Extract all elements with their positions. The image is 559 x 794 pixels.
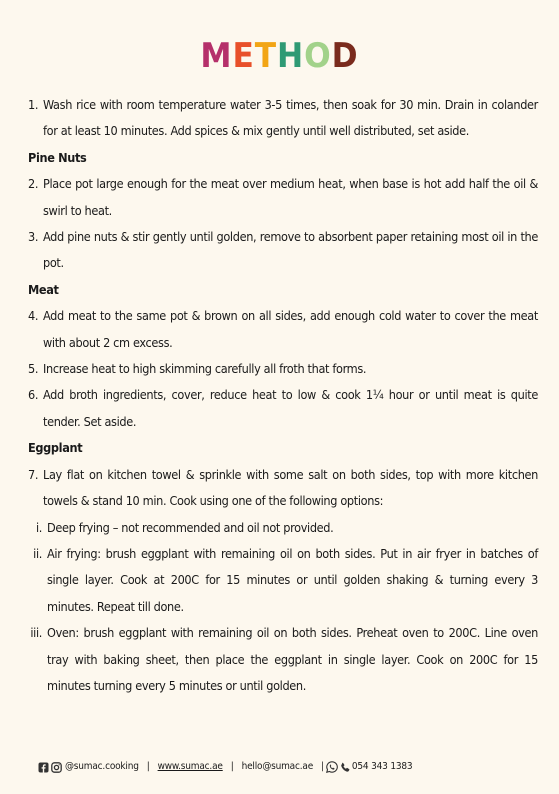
whatsapp-icon[interactable] [326,761,338,773]
page-title [22,36,536,76]
title-letter: E [232,36,255,76]
title-letter: H [277,36,305,76]
footer [38,758,518,776]
method-list [28,92,538,699]
step-number: 3. [28,229,39,245]
instagram-icon[interactable] [51,762,62,773]
step-text: Add broth ingredients, cover, reduce heat to low & cook 1¼ hour or until meat is quite tender. Set aside. [43,387,538,429]
title-letter: M [200,36,233,76]
option-text: Oven: brush eggplant with remaining oil on both sides. Preheat oven to 200C. Line oven tray with baking sheet, then place the eggplant in single layer. Cook on 200C for 15 minutes turning every 5 minutes or until golden. [47,625,538,693]
option-number: ii. [33,545,42,561]
step-number: 2. [28,176,39,192]
step-text: Lay flat on kitchen towel & sprinkle with some salt on both sides, top with more kitchen towels & stand 10 min. Cook using one of the following options: [43,466,538,509]
step-number: 4. [28,308,39,324]
option-iii [28,620,538,699]
step-text: Increase heat to high skimming carefully all froth that forms. [43,361,367,377]
option-text: Air frying: brush eggplant with remaining oil on both sides. Put in air fryer in batches of single layer. Cook at 200C for 15 minutes or until golden shaking & turning every 3 minutes. Repeat till done. [47,545,538,614]
step-4 [28,303,538,356]
option-i [28,515,538,541]
email-link[interactable]: hello@sumac.ae [241,761,314,772]
facebook-icon[interactable] [38,762,49,773]
section-heading-eggplant: Eggplant [28,440,83,456]
step-text: Wash rice with room temperature water 3-5 times, then soak for 30 min. Drain in colander for at least 10 minutes. Add spices & mix gently until well distributed, set aside. [43,97,538,139]
step-number: 6. [28,387,39,403]
website-link[interactable]: www.sumac.ae [157,761,223,772]
option-number: iii. [30,625,42,641]
step-6 [28,382,538,435]
title-letter: T [254,36,278,76]
option-text: Deep frying – not recommended and oil not provided. [47,519,334,535]
section-heading-pine-nuts: Pine Nuts [28,149,87,165]
divider: | [146,761,150,772]
step-2 [28,171,538,224]
step-text: Place pot large enough for the meat over medium heat, when base is hot add half the oil & swirl to heat. [43,176,538,218]
step-number: 5. [28,361,39,377]
step-number: 7. [28,466,39,482]
step-number: 1. [28,97,39,112]
divider: | [321,761,324,772]
option-ii [28,541,538,620]
step-text: Add pine nuts & stir gently until golden, remove to absorbent paper retaining most oil in the pot. [43,229,538,271]
title-letter: O [304,36,332,76]
section-heading-meat: Meat [28,281,59,297]
phone-number[interactable]: 054 343 1383 [351,761,413,772]
social-handle[interactable]: @sumac.cooking [65,761,139,772]
step-1 [28,92,538,145]
divider: | [230,761,234,772]
step-text: Add meat to the same pot & brown on all sides, add enough cold water to cover the meat with about 2 cm excess. [43,308,538,350]
step-7 [28,462,538,515]
title-letter: D [331,36,359,76]
step-3 [28,224,538,277]
step-5 [28,356,538,382]
option-number: i. [35,519,42,535]
phone-icon[interactable] [340,762,351,773]
